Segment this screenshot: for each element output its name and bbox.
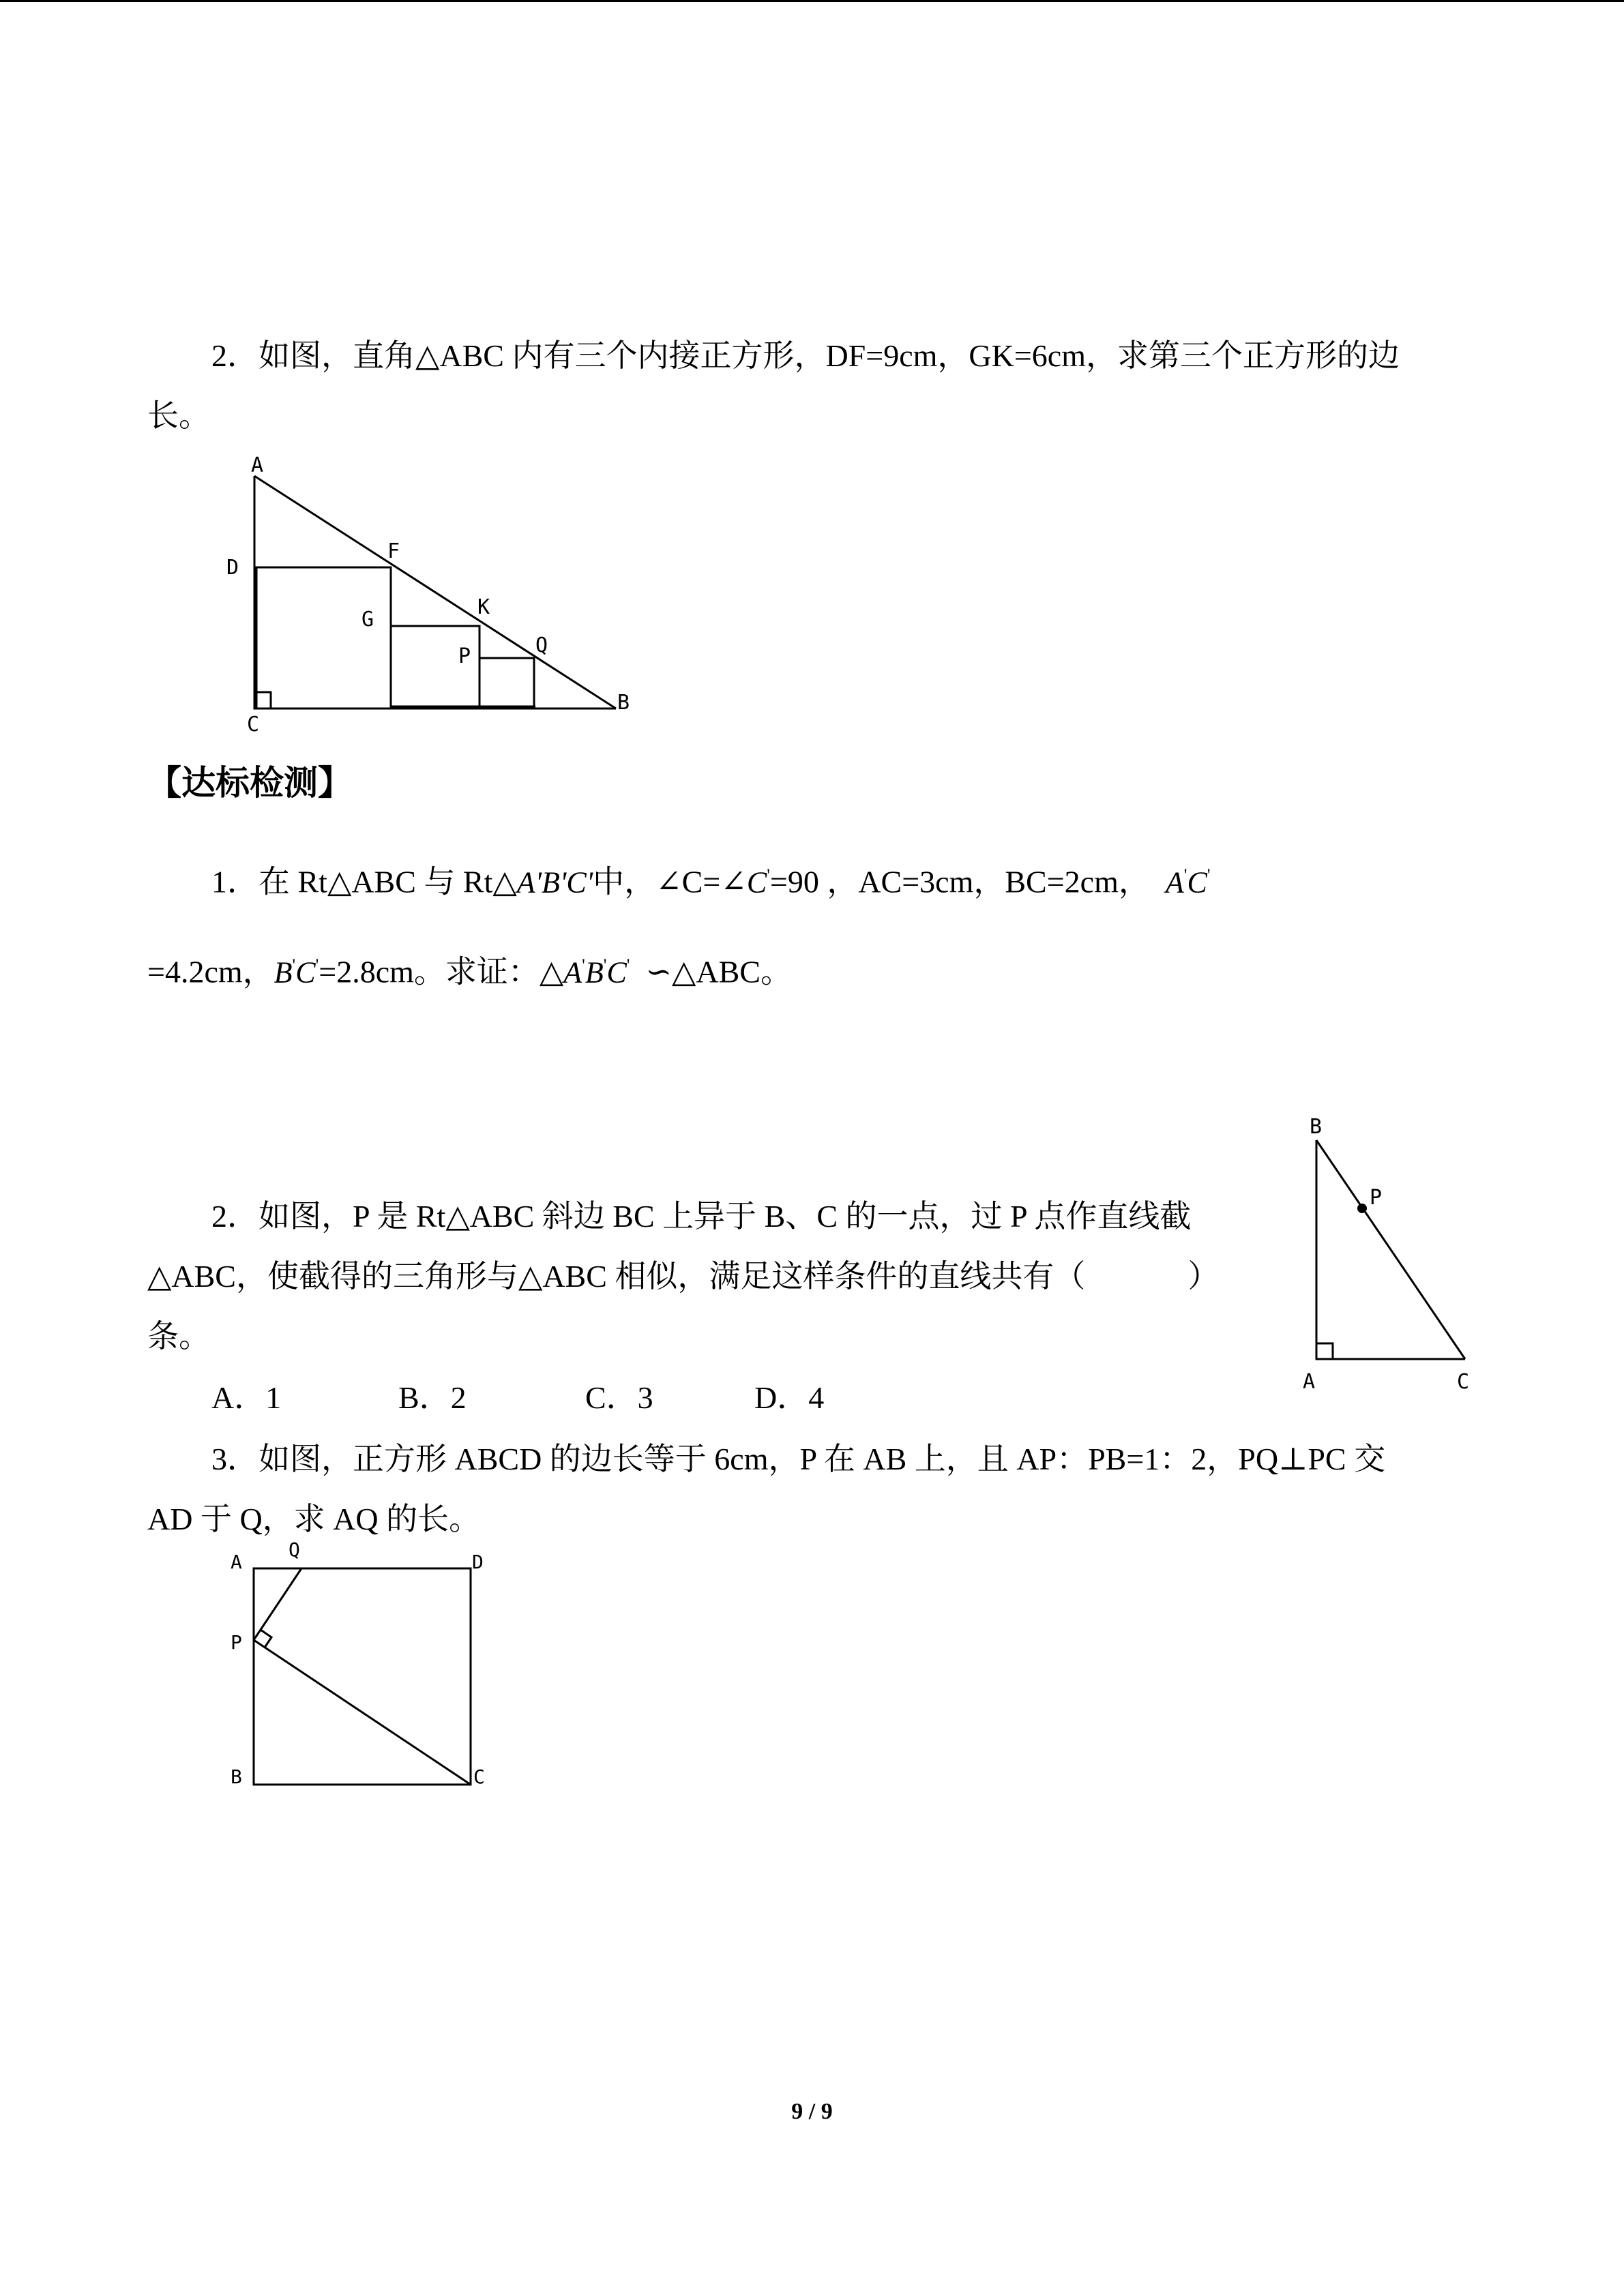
q1-line2: =4.2cm，B'C'=2.8cm。求证：△A'B'C' ∽△ABC。: [147, 954, 792, 989]
label-q: Q: [535, 633, 548, 657]
label-q: Q: [289, 1538, 300, 1561]
q2-line3: 条。: [147, 1319, 210, 1354]
squares-triangle-figure: [225, 450, 648, 740]
option-d: D．4: [754, 1380, 825, 1415]
label-a: A: [231, 1551, 242, 1573]
section-title: 【达标检测】: [147, 763, 352, 803]
option-c: C．3: [585, 1380, 653, 1415]
option-b: B．2: [398, 1380, 467, 1415]
label-d: D: [226, 556, 239, 580]
label-p: P: [1370, 1186, 1383, 1210]
label-g: G: [361, 608, 374, 631]
label-c: C: [1457, 1370, 1470, 1394]
option-a: A．1: [211, 1380, 282, 1415]
label-a: A: [251, 453, 264, 477]
label-a: A: [1303, 1370, 1316, 1394]
label-p: P: [458, 644, 471, 668]
q1-line1: 1．在 Rt△ABC 与 Rt△A'B'C'中，∠C=∠C'=90 ，AC=3cm，BC=2cm， A'C': [211, 864, 1211, 899]
square-figure: [218, 1534, 505, 1797]
q2-line1: 2．如图，P 是 Rt△ABC 斜边 BC 上异于 B、C 的一点，过 P 点作直线截: [211, 1199, 1192, 1234]
q3-line1: 3．如图，正方形 ABCD 的边长等于 6cm，P 在 AB 上，且 AP：PB=1：2，PQ⊥PC 交: [211, 1442, 1386, 1476]
q2-options: [211, 1379, 824, 1417]
label-k: K: [477, 595, 490, 619]
label-b: B: [1310, 1115, 1323, 1139]
page-number: 9 / 9: [791, 2099, 833, 2124]
label-b: B: [231, 1765, 242, 1788]
label-c: C: [247, 713, 260, 736]
label-c: C: [473, 1765, 485, 1788]
label-d: D: [472, 1551, 484, 1573]
q1-prime-triangle: A'B'C': [516, 865, 593, 899]
label-f: F: [387, 539, 400, 563]
label-p: P: [231, 1631, 242, 1654]
prev-q2-line1: 2．如图，直角△ABC 内有三个内接正方形，DF=9cm，GK=6cm，求第三个正方形的边: [211, 338, 1400, 373]
label-b: B: [617, 691, 630, 715]
q2-line2: △ABC，使截得的三角形与△ABC 相似，满足这样条件的直线共有（ ）: [147, 1259, 1220, 1294]
prev-q2-line2: 长。: [147, 398, 210, 433]
right-triangle-figure: [1296, 1105, 1487, 1401]
q3-line2: AD 于 Q，求 AQ 的长。: [147, 1502, 481, 1536]
top-border: [0, 0, 1624, 2]
